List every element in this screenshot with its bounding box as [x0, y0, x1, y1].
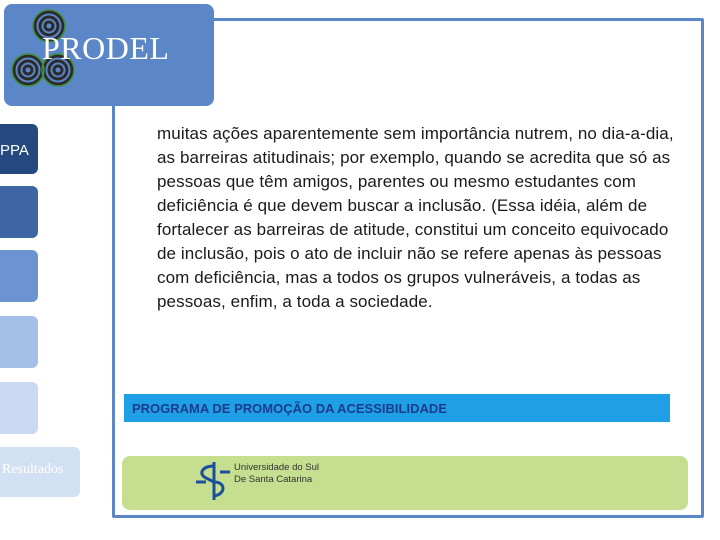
university-name [234, 462, 319, 486]
program-banner-label: PROGRAMA DE PROMOÇÃO DA ACESSIBILIDADE [132, 401, 447, 416]
sidebar-tab-3[interactable] [0, 250, 38, 302]
app-title: PRODEL [42, 30, 170, 66]
program-banner [124, 394, 670, 422]
university-line-1: Universidade do Sul [234, 462, 320, 473]
sidebar-tab-ppa-label: PPA [0, 142, 29, 159]
sidebar-tab-4[interactable] [0, 316, 38, 368]
sidebar-tab-2[interactable] [0, 186, 38, 238]
unisul-logo-icon [192, 458, 232, 504]
prodel-logo-box [4, 4, 214, 106]
university-line-2: De Santa Catarina [234, 474, 313, 485]
sidebar-tab-5[interactable] [0, 382, 38, 434]
footer-university-box [122, 456, 688, 510]
content-paragraph: muitas ações aparentemente sem importância nutrem, no dia-a-dia, as barreiras atitudinais; por exemplo, quando se acredita que só as pessoas que têm amigos, parentes ou mesmo estudantes com deficiência é que devem buscar a inclusão. (Essa idéia, além de fortalecer as barreiras de atitude, constitui um conceito equivocado de inclusão, pois o ato de incluir não se refere apenas às pessoas com deficiência, mas a todos os grupos vulneráveis, a todas as pessoas, enfim, a toda a sociedade. [157, 124, 674, 311]
sidebar-tab-resultados-label: Resultados [2, 462, 64, 477]
